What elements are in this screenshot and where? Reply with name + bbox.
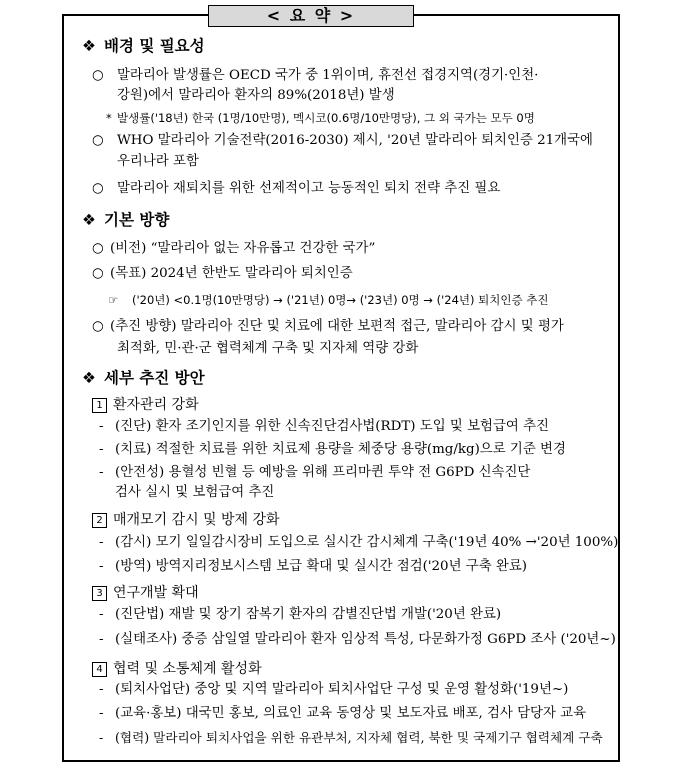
item-4-title: 4 협력 및 소통체계 활성화 — [92, 660, 262, 678]
bullet-1-line-1: ○ 말라리아 발생률은 OECD 국가 중 1위이며, 휴전선 접경지역(경기·인천· — [92, 68, 539, 83]
star-icon: * — [106, 111, 112, 125]
item-4-line-1: - (퇴치사업단) 중앙 및 지역 말라리아 퇴치사업단 구성 및 운영 활성화('19년~) — [99, 682, 569, 697]
section-direction-heading: ❖ 기본 방향 — [82, 211, 170, 229]
item-2-line-2: - (방역) 방역지리정보시스템 보급 확대 및 실시간 점검('20년 구축 완료) — [99, 559, 527, 574]
dash-icon: - — [99, 632, 104, 647]
dash-icon: - — [99, 706, 104, 721]
strategy-line-2: 최적화, 민·관·군 협력체계 구축 및 지자체 역량 강화 — [117, 341, 419, 356]
dash-icon: - — [99, 419, 104, 434]
circle-bullet-icon: ○ — [92, 266, 104, 281]
number-box-4: 4 — [92, 662, 107, 677]
vision-line: ○ (비전) “말라리아 없는 자유롭고 건강한 국가” — [92, 241, 376, 256]
circle-bullet-icon: ○ — [92, 319, 104, 334]
pointing-hand-icon: ☞ — [108, 293, 119, 307]
dash-icon: - — [99, 465, 104, 480]
item-1-line-1: - (진단) 환자 조기인지를 위한 신속진단검사법(RDT) 도입 및 보험급여 추진 — [99, 419, 549, 434]
summary-title: < 요 약 > — [208, 5, 414, 27]
bullet-2-line-2: 우리나라 포함 — [117, 154, 199, 169]
dash-icon: - — [99, 607, 104, 622]
dash-icon: - — [99, 559, 104, 574]
item-1-line-3: - (안전성) 용혈성 빈혈 등 예방을 위해 프리마퀸 투약 전 G6PD 신속진단 — [99, 465, 531, 480]
item-1-title: 1 환자관리 강화 — [92, 396, 199, 414]
goal-line: ○ (목표) 2024년 한반도 말라리아 퇴치인증 — [92, 266, 353, 281]
item-4-line-3: - (협력) 말라리아 퇴치사업을 위한 유관부처, 지자체 협력, 북한 및 국제기구 협력체계 구축 — [99, 730, 603, 745]
bullet-2-line-1: ○ WHO 말라리아 기술전략(2016-2030) 제시, '20년 말라리아 퇴치인증 21개국에 — [92, 133, 593, 148]
item-3-title: 3 연구개발 확대 — [92, 584, 199, 602]
circle-bullet-icon: ○ — [92, 181, 104, 196]
dash-icon: - — [99, 442, 104, 457]
circle-bullet-icon: ○ — [92, 68, 104, 83]
item-3-line-2: - (실태조사) 중증 삼일열 말라리아 환자 임상적 특성, 다문화가정 G6PD 조사 ('20년~) — [99, 632, 616, 647]
diamond-icon: ❖ — [82, 37, 96, 55]
number-box-1: 1 — [92, 398, 107, 413]
item-3-line-1: - (진단법) 재발 및 장기 잠복기 환자의 감별진단법 개발('20년 완료) — [99, 607, 502, 622]
bullet-3: ○ 말라리아 재퇴치를 위한 선제적이고 능동적인 퇴치 전략 추진 필요 — [92, 181, 501, 196]
dash-icon: - — [99, 535, 104, 550]
section-background-heading: ❖ 배경 및 필요성 — [82, 37, 205, 55]
number-box-2: 2 — [92, 513, 107, 528]
item-1-line-4: 검사 실시 및 보험급여 추진 — [115, 485, 275, 500]
circle-bullet-icon: ○ — [92, 241, 104, 256]
roadmap-line: ☞ ('20년) <0.1명(10만명당) → ('21년) 0명→ ('23년) 0명 → ('24년) 퇴치인증 추진 — [108, 293, 549, 307]
item-2-line-1: - (감시) 모기 일일감시장비 도입으로 실시간 감시체계 구축('19년 40% →'20년 100%) — [99, 535, 619, 550]
footnote-incidence: * 발생률('18년) 한국 (1명/10만명), 멕시코(0.6명/10만명당), 그 외 국가는 모두 0명 — [106, 111, 535, 125]
diamond-icon: ❖ — [82, 369, 96, 387]
item-1-line-2: - (치료) 적절한 치료를 위한 치료제 용량을 체중당 용량(mg/kg)으로 기준 변경 — [99, 442, 566, 457]
dash-icon: - — [99, 682, 104, 697]
item-4-line-2: - (교육·홍보) 대국민 홍보, 의료인 교육 동영상 및 보도자료 배포, 검사 담당자 교육 — [99, 706, 587, 721]
strategy-line-1: ○ (추진 방향) 말라리아 진단 및 치료에 대한 보편적 접근, 말라리아 감시 및 평가 — [92, 319, 564, 334]
section-detail-heading: ❖ 세부 추진 방안 — [82, 369, 205, 387]
bullet-1-line-2: 강원)에서 말라리아 환자의 89%(2018년) 발생 — [117, 88, 395, 103]
number-box-3: 3 — [92, 586, 107, 601]
circle-bullet-icon: ○ — [92, 133, 104, 148]
item-2-title: 2 매개모기 감시 및 방제 강화 — [92, 511, 280, 529]
dash-icon: - — [99, 730, 104, 745]
diamond-icon: ❖ — [82, 211, 96, 229]
